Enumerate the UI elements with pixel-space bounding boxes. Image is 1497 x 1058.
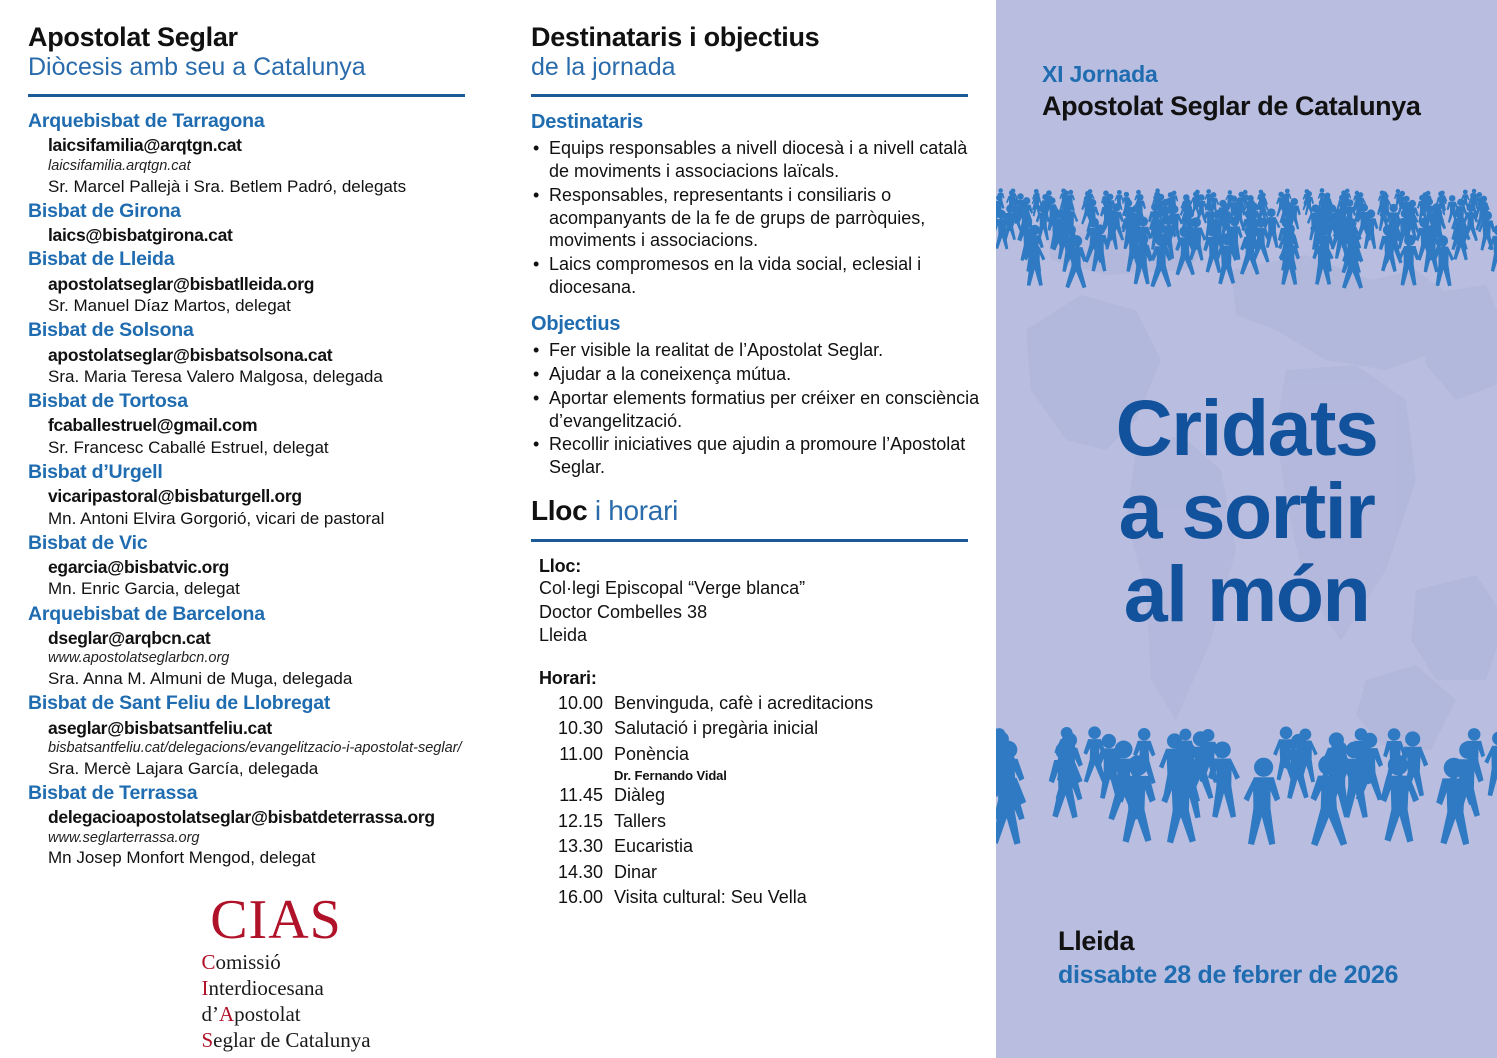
schedule-item: Diàleg — [614, 785, 666, 806]
diocese-delegate: Mn Josep Monfort Mengod, delegat — [48, 848, 316, 868]
cias-line-4 — [201, 1027, 370, 1053]
mid-column-subtitle: de la jornada — [531, 53, 676, 82]
left-column-subtitle: Diòcesis amb seu a Catalunya — [28, 53, 366, 82]
schedule-row — [539, 742, 991, 768]
schedule-time: 12.15 — [557, 810, 603, 831]
diocese-name: Arquebisbat de Tarragona — [28, 109, 265, 132]
schedule-item: Benvinguda, cafè i acreditacions — [614, 692, 874, 713]
schedule-list — [539, 691, 991, 911]
schedule-time: 16.00 — [557, 887, 603, 908]
diocese-email[interactable]: egarcia@bisbatvic.org — [48, 557, 229, 578]
schedule-item: Dinar — [614, 861, 658, 882]
schedule-row — [539, 885, 991, 911]
schedule-time: 10.00 — [557, 692, 603, 713]
schedule-row — [539, 834, 991, 860]
diocese-name: Bisbat de Tortosa — [28, 390, 188, 413]
diocese-name: Bisbat de Sant Feliu de Llobregat — [28, 692, 331, 715]
panel-headline-line-1: Cridats — [1115, 383, 1378, 472]
schedule-time: 11.45 — [559, 785, 603, 806]
diocese-entry — [28, 109, 498, 198]
diocese-email[interactable]: delegacioapostolatseglar@bisbatdeterrassa.org — [48, 807, 435, 828]
left-column — [28, 22, 498, 1054]
bullet-item: • Responsables, representants i consiliaris o acompanyants de la fe de grups de parròquies, moviments i associacions. — [531, 184, 991, 253]
cias-expansion — [201, 949, 370, 1054]
cias-line-2 — [201, 975, 370, 1001]
diocese-website[interactable]: www.apostolatseglarbcn.org — [48, 650, 230, 667]
schedule-row — [539, 691, 991, 717]
panel-headline-line-3: al món — [1123, 549, 1370, 638]
cover-panel — [996, 0, 1497, 1058]
cias-line-4-initial: S — [201, 1028, 214, 1053]
diocese-entry — [28, 199, 498, 247]
bullet-item: • Laics compromesos en la vida social, eclesial i diocesana. — [531, 253, 991, 299]
panel-kicker: XI Jornada — [1042, 61, 1158, 87]
diocese-entry — [28, 781, 498, 870]
schedule-time: 10.30 — [557, 718, 603, 739]
diocese-entry — [28, 691, 498, 780]
panel-footer — [1058, 925, 1488, 991]
left-column-title: Apostolat Seglar — [28, 22, 238, 52]
bullet-item: • Equips responsables a nivell diocesà i a nivell català de moviments i associacions laïcals. — [531, 137, 991, 183]
schedule-time: 11.00 — [559, 743, 603, 764]
cias-line-3-initial: A — [218, 1002, 235, 1027]
diocese-entry — [28, 247, 498, 317]
crowd-bottom-svg — [996, 722, 1497, 900]
bullet-item: • Fer visible la realitat de l’Apostolat Seglar. — [531, 339, 991, 362]
bullet-item: • Aportar elements formatius per créixer en consciència d’evangelització. — [531, 387, 991, 433]
diocese-delegate: Sra. Mercè Lajara García, delegada — [48, 758, 319, 778]
diocese-delegate: Sr. Manuel Díaz Martos, delegat — [48, 296, 291, 316]
objectius-heading: Objectius — [531, 313, 621, 335]
schedule-row — [539, 809, 991, 835]
schedule-item: Ponència — [614, 743, 690, 764]
lloc-spacer — [531, 648, 991, 668]
cias-line-3-rest: postolat — [234, 1002, 301, 1027]
diocese-delegate: Sr. Marcel Pallejà i Sra. Betlem Padró, delegats — [48, 176, 407, 196]
diocese-email[interactable]: laicsifamilia@arqtgn.cat — [48, 135, 242, 156]
cias-logo — [28, 888, 498, 1054]
diocese-name: Bisbat de Solsona — [28, 319, 194, 342]
lloc-address — [531, 577, 991, 648]
panel-city: Lleida — [1058, 926, 1135, 956]
crowd-silhouettes-top — [996, 186, 1497, 398]
horari-label: Horari: — [539, 667, 597, 688]
destinataris-list — [531, 137, 991, 299]
cias-line-3-prefix: d’ — [201, 1002, 219, 1027]
lloc-heading-light: i horari — [587, 495, 679, 527]
schedule-item: Eucaristia — [614, 836, 694, 857]
diocese-website[interactable]: laicsifamilia.arqtgn.cat — [48, 157, 191, 174]
panel-headline-line-2: a sortir — [1118, 466, 1375, 555]
lloc-address-line: Col·legi Episcopal “Verge blanca” — [539, 578, 806, 599]
destinataris-heading: Destinataris — [531, 110, 644, 133]
diocese-email[interactable]: fcaballestruel@gmail.com — [48, 415, 258, 436]
cias-line-1 — [201, 949, 370, 975]
panel-header — [1042, 60, 1482, 124]
diocese-email[interactable]: aseglar@bisbatsantfeliu.cat — [48, 717, 272, 738]
diocese-name: Bisbat de Terrassa — [28, 781, 198, 804]
mid-column-title: Destinataris i objectius — [531, 22, 820, 52]
diocese-email[interactable]: dseglar@arqbcn.cat — [48, 627, 211, 648]
lloc-label: Lloc: — [539, 556, 581, 577]
schedule-time: 13.30 — [557, 836, 603, 857]
diocese-delegate: Sra. Anna M. Almuni de Muga, delegada — [48, 669, 353, 689]
schedule-row — [539, 716, 991, 742]
diocese-entry — [28, 602, 498, 691]
diocese-email[interactable]: apostolatseglar@bisbatsolsona.cat — [48, 344, 333, 365]
diocese-email[interactable]: laics@bisbatgirona.cat — [48, 225, 233, 245]
objectius-list — [531, 339, 991, 479]
mid-column — [531, 22, 991, 911]
mid-column-divider — [531, 94, 968, 97]
diocese-website[interactable]: bisbatsantfeliu.cat/delegacions/evangelitzacio-i-apostolat-seglar/ — [48, 739, 462, 756]
left-column-divider — [28, 94, 465, 97]
cias-line-3 — [201, 1001, 370, 1027]
diocese-entry — [28, 460, 498, 530]
panel-headline — [996, 383, 1497, 638]
diocese-delegate: Sra. Maria Teresa Valero Malgosa, delegada — [48, 366, 383, 386]
bullet-item: • Ajudar a la coneixença mútua. — [531, 363, 991, 386]
diocese-entry — [28, 531, 498, 601]
schedule-time: 14.30 — [557, 861, 603, 882]
crowd-top-svg — [996, 186, 1497, 398]
cias-line-2-rest: nterdiocesana — [208, 975, 324, 1000]
diocese-email[interactable]: apostolatseglar@bisbatlleida.org — [48, 273, 315, 294]
lloc-divider — [531, 539, 968, 542]
cias-line-2-initial: I — [201, 975, 209, 1000]
diocese-name: Bisbat d’Urgell — [28, 460, 163, 483]
cias-line-1-initial: C — [201, 949, 216, 974]
cias-acronym: CIAS — [210, 888, 342, 951]
lloc-address-line: Doctor Combelles 38 — [539, 601, 708, 622]
schedule-item: Visita cultural: Seu Vella — [614, 887, 807, 908]
diocese-email[interactable]: vicaripastoral@bisbaturgell.org — [48, 486, 302, 507]
crowd-silhouettes-bottom — [996, 722, 1497, 900]
panel-date: dissabte 28 de febrer de 2026 — [1058, 960, 1399, 989]
diocese-delegate: Mn. Enric Garcia, delegat — [48, 579, 240, 599]
lloc-address-line: Lleida — [539, 625, 588, 646]
diocese-name: Bisbat de Lleida — [28, 248, 175, 271]
schedule-item: Salutació i pregària inicial — [614, 718, 819, 739]
schedule-item: Tallers — [614, 810, 667, 831]
diocese-entry — [28, 389, 498, 459]
diocese-delegate: Sr. Francesc Caballé Estruel, delegat — [48, 437, 329, 457]
bullet-item: • Recollir iniciatives que ajudin a promoure l’Apostolat Seglar. — [531, 433, 991, 479]
schedule-row — [539, 783, 991, 809]
panel-subtitle: Apostolat Seglar de Catalunya — [1042, 90, 1421, 121]
lloc-heading-bold: Lloc — [531, 495, 588, 527]
schedule-note: Dr. Fernando Vidal — [614, 767, 727, 783]
cias-line-4-rest: eglar de Catalunya — [213, 1028, 371, 1053]
diocese-delegate: Mn. Antoni Elvira Gorgorió, vicari de pastoral — [48, 508, 385, 528]
diocese-name: Arquebisbat de Barcelona — [28, 602, 265, 625]
diocese-name: Bisbat de Vic — [28, 531, 148, 554]
schedule-row — [539, 860, 991, 886]
diocese-website[interactable]: www.seglarterrassa.org — [48, 829, 200, 846]
cias-line-1-rest: omissió — [215, 949, 281, 974]
diocese-entry — [28, 318, 498, 388]
lloc-heading — [531, 495, 991, 527]
dioceses-list — [28, 109, 498, 870]
diocese-name: Bisbat de Girona — [28, 199, 181, 222]
